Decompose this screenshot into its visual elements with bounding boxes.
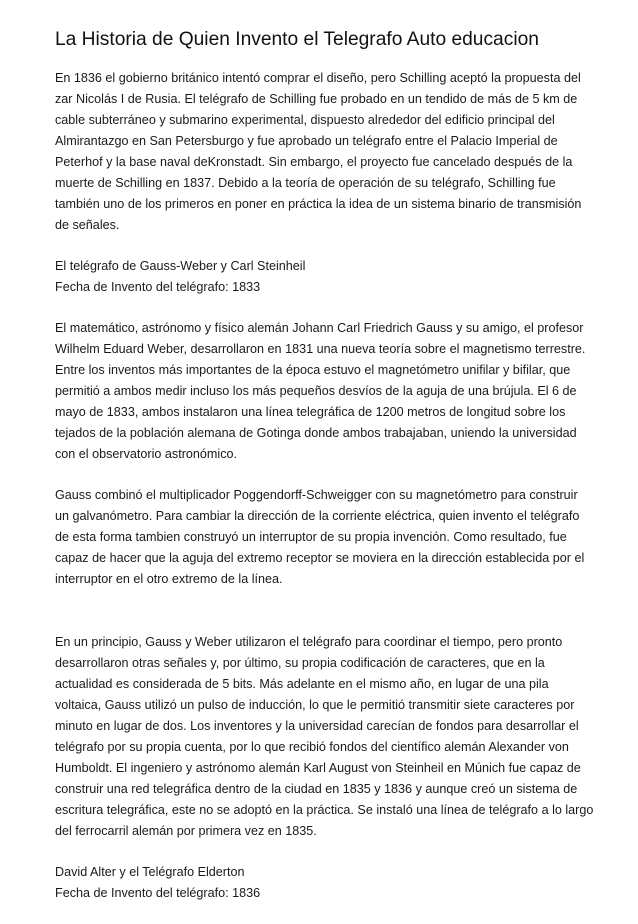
section-heading: El telégrafo de Gauss-Weber y Carl Steinheil: [55, 259, 306, 273]
paragraph-gauss-weber: El matemático, astrónomo y físico alemán Johann Carl Friedrich Gauss y su amigo, el profesor Wilhelm Eduard Weber, desarrollaron en 1831 una nueva teoría sobre el magnetismo terrestre. Entre los inventos más importantes de la época estuvo el magnetómetro unifilar y bifilar, que permitió a ambos medir incluso los más pequeños desvíos de la aguja de una brújula. El 6 de mayo de 1833, ambos instalaron una línea telegráfica de 1200 metros de longitud sobre los tejados de la población alemana de Gotinga donde ambos trabajaban, uniendo la universidad con el observatorio astronómico.: [55, 321, 586, 461]
paragraph-schilling: En 1836 el gobierno británico intentó comprar el diseño, pero Schilling aceptó la propuesta del zar Nicolás I de Rusia. El telégrafo de Schilling fue probado en un tendido de más de 5 km de cable subterráneo y submarino experimental, dispuesto alrededor del edificio principal del Almirantazgo en San Petersburgo y fue aprobado un telégrafo entre el Palacio Imperial de Peterhof y la base naval deKronstadt. Sin embargo, el proyecto fue cancelado después de la muerte de Schilling en 1837. Debido a la teoría de operación de su telégrafo, Schilling fue también uno de los primeros en poner en práctica la idea de un sistema binario de transmisión de señales.: [55, 71, 582, 232]
section-header-alter: [55, 862, 595, 904]
paragraph-galvanometer: Gauss combinó el multiplicador Poggendorff-Schweigger con su magnetómetro para construir un galvanómetro. Para cambiar la dirección de la corriente eléctrica, quien invento el telégrafo de esta forma tambien construyó un interruptor de su propia invención. Como resultado, fue capaz de hacer que la aguja del extremo receptor se moviera en la dirección establecida por el interruptor en el otro extremo de la línea.: [55, 488, 585, 586]
section-date: Fecha de Invento del telégrafo: 1836: [55, 886, 261, 900]
paragraph-coding: En un principio, Gauss y Weber utilizaron el telégrafo para coordinar el tiempo, pero pronto desarrollaron otras señales y, por último, su propia codificación de caracteres, que en la actualidad es considerada de 5 bits. Más adelante en el mismo año, en lugar de una pila voltaica, Gauss utilizó un pulso de inducción, lo que le permitió transmitir siete caracteres por minuto en lugar de dos. Los inventores y la universidad carecían de fondos para desarrollar el telégrafo por su propia cuenta, por lo que recibió fondos del científico alemán Alexander von Humboldt. El ingeniero y astrónomo alemán Karl August von Steinheil en Múnich fue capaz de construir una red telegráfica dentro de la ciudad en 1835 y 1836 y aunque creó un sistema de escritura telegráfica, este no se adoptó en la práctica. Se instaló una línea de telégrafo a lo largo del ferrocarril alemán por primera vez en 1835.: [55, 635, 594, 838]
section-header-gauss-weber: [55, 256, 595, 298]
section-date: Fecha de Invento del telégrafo: 1833: [55, 280, 261, 294]
page-title: La Historia de Quien Invento el Telegrafo Auto educacion: [55, 29, 539, 50]
section-heading: David Alter y el Telégrafo Elderton: [55, 865, 245, 879]
document-page: [55, 26, 595, 924]
